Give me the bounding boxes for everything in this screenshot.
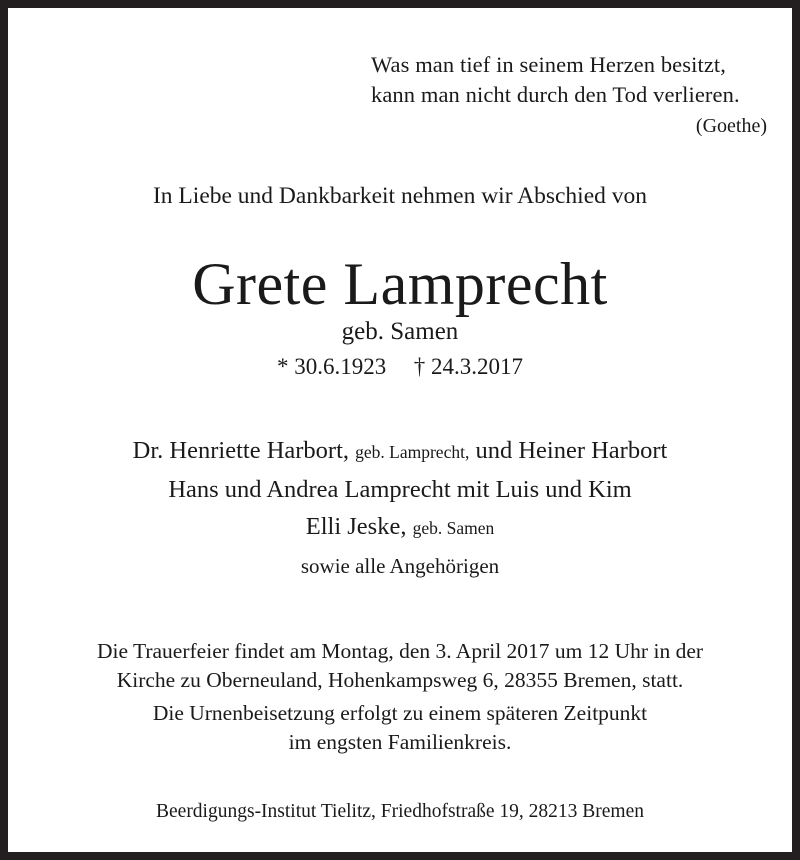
deceased-maiden-name: geb. Samen	[341, 318, 459, 345]
survivor-line-2	[8, 471, 792, 508]
all-relatives-text: sowie alle Angehörigen	[300, 554, 500, 578]
death-cross-icon: †	[413, 354, 426, 379]
deceased-block	[8, 251, 792, 383]
quote-line-1: Was man tief in seinem Herzen besitzt,	[371, 52, 726, 77]
farewell-intro-text: In Liebe und Dankbarkeit nehmen wir Abschied von	[152, 183, 648, 209]
survivor-1-spouse: und Heiner Harbort	[475, 437, 668, 464]
quote-attribution: (Goethe)	[695, 115, 767, 137]
birth-symbol-icon: *	[277, 354, 289, 379]
service-line-3: Die Urnenbeisetzung erfolgt zu einem späteren Zeitpunkt	[152, 701, 648, 725]
service-line-4: im engsten Familienkreis.	[288, 730, 512, 754]
service-details-block	[8, 637, 792, 757]
survivor-3-maiden-name: geb. Samen	[412, 518, 495, 538]
funeral-home-credit: Beerdigungs-Institut Tielitz, Friedhofstraße 19, 28213 Bremen	[156, 801, 644, 822]
survivor-line-1	[8, 432, 792, 471]
death-date: 24.3.2017	[431, 354, 523, 379]
birth-date: 30.6.1923	[294, 354, 387, 379]
service-line-2: Kirche zu Oberneuland, Hohenkampsweg 6, 28355 Bremen, statt.	[116, 668, 684, 692]
survivor-line-3	[8, 508, 792, 547]
survivors-block	[8, 432, 792, 584]
service-line-1: Die Trauerfeier findet am Montag, den 3. April 2017 um 12 Uhr in der	[96, 639, 704, 663]
deceased-name: Grete Lamprecht	[192, 251, 608, 317]
deceased-life-dates	[8, 350, 792, 383]
survivor-3-name: Elli Jeske,	[305, 513, 407, 540]
survivor-2-names: Hans und Andrea Lamprecht mit Luis und Kim	[168, 476, 632, 503]
notice-inner	[8, 8, 792, 852]
epitaph-quote	[371, 50, 767, 141]
survivor-1-name: Dr. Henriette Harbort,	[132, 437, 350, 464]
survivor-1-maiden-name: geb. Lamprecht,	[355, 442, 470, 462]
quote-line-2: kann man nicht durch den Tod verlieren.	[371, 82, 740, 107]
